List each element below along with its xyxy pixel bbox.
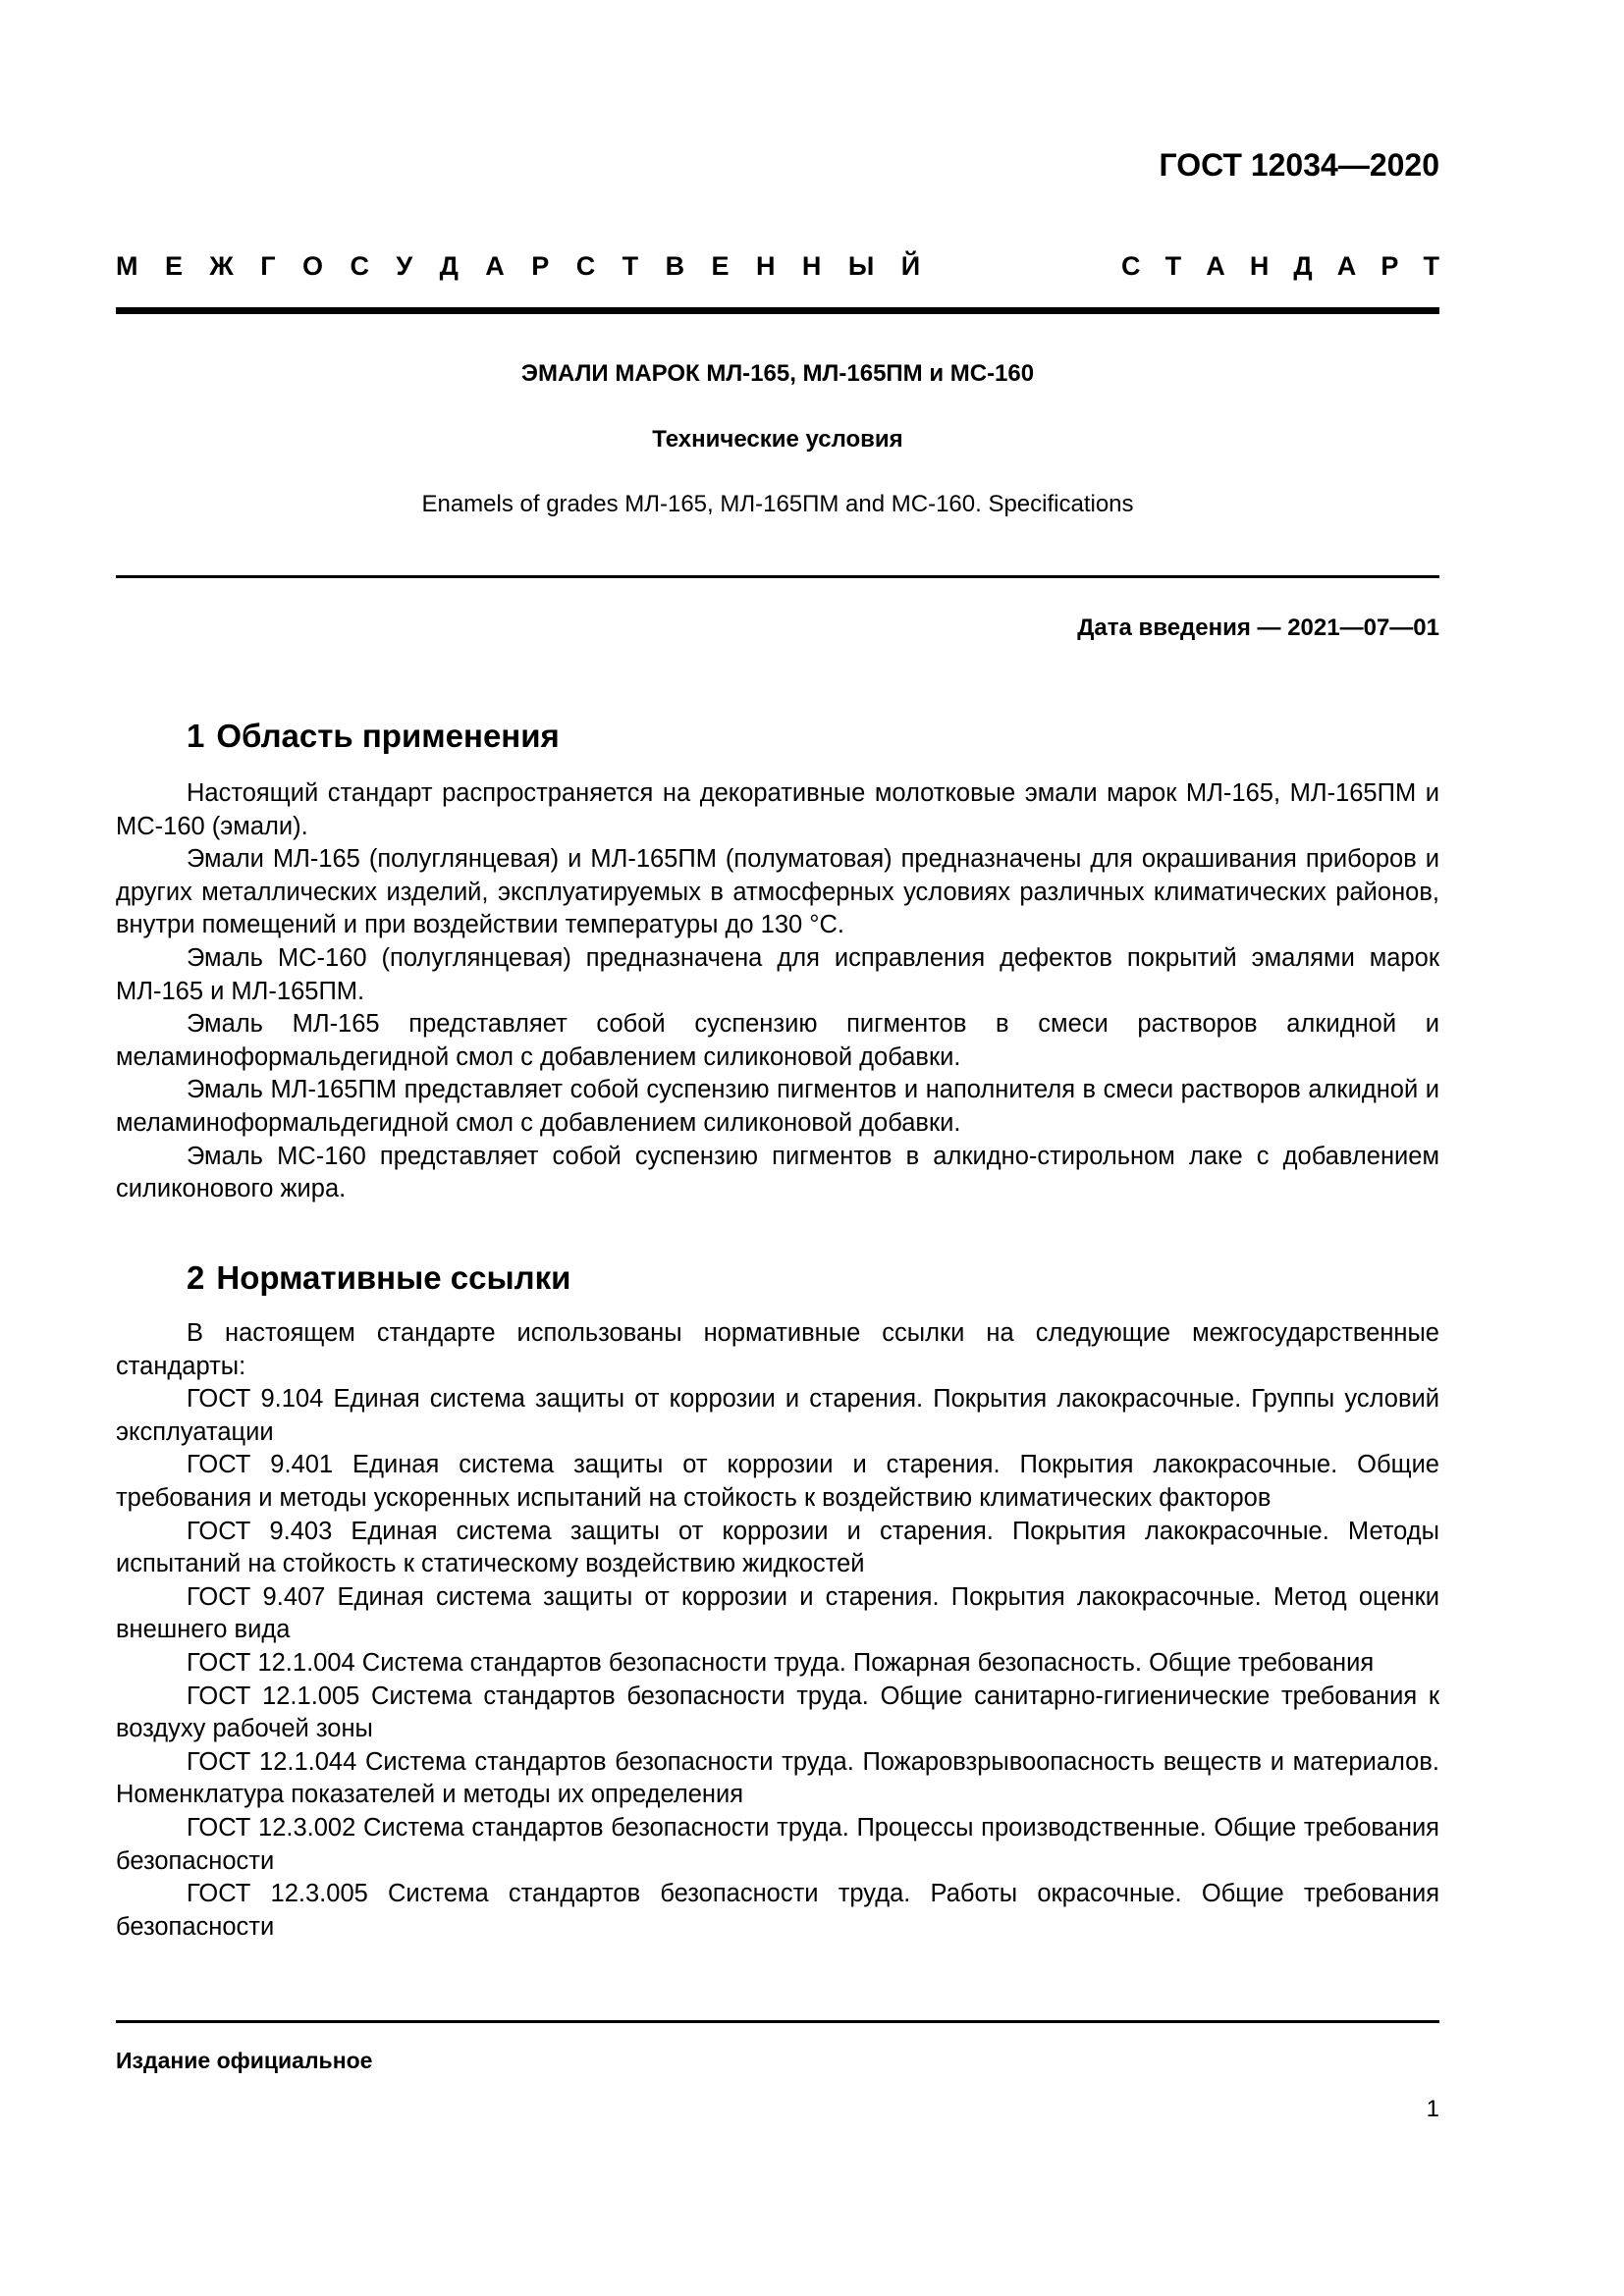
banner-letter: С bbox=[350, 251, 369, 281]
banner-letter: Н bbox=[755, 251, 776, 281]
banner-letter: Н bbox=[1249, 251, 1270, 281]
paragraph: В настоящем стандарте использованы нормативные ссылки на следующие межгосударственные стандарты: bbox=[116, 1319, 1439, 1380]
section-number: 2 bbox=[187, 1259, 205, 1296]
reference-item: ГОСТ 12.1.044 Система стандартов безопасности труда. Пожаровзрывоопасность веществ и материалов. Номенклатура показателей и методы их определения bbox=[116, 1747, 1439, 1809]
banner-word-standard bbox=[1121, 248, 1439, 284]
banner-letter: Р bbox=[1380, 251, 1399, 281]
banner-word-interstate bbox=[116, 248, 920, 284]
page-number: 1 bbox=[1426, 2096, 1439, 2122]
document-title-english: Enamels of grades МЛ-165, МЛ-165ПМ and МС-160. Specifications bbox=[421, 491, 1134, 517]
reference-item: ГОСТ 9.104 Единая система защиты от коррозии и старения. Покрытия лакокрасочные. Группы условий эксплуатации bbox=[116, 1385, 1439, 1446]
banner-letter: Г bbox=[260, 251, 276, 281]
banner-letter: Й bbox=[900, 251, 921, 281]
paragraph: Эмаль МС-160 (полуглянцевая) предназначена для исправления дефектов покрытий эмалями марок МЛ-165 и МЛ-165ПМ. bbox=[116, 943, 1439, 1005]
reference-item: ГОСТ 12.3.002 Система стандартов безопасности труда. Процессы производственные. Общие требования безопасности bbox=[116, 1813, 1439, 1875]
reference-item: ГОСТ 12.3.005 Система стандартов безопасности труда. Работы окрасочные. Общие требования безопасности bbox=[116, 1880, 1439, 1941]
banner-letter: Н bbox=[801, 251, 822, 281]
title-rule bbox=[116, 575, 1439, 578]
banner-letter: Р bbox=[531, 251, 550, 281]
banner-letter: Т bbox=[622, 251, 639, 281]
reference-item: ГОСТ 9.401 Единая система защиты от коррозии и старения. Покрытия лакокрасочные. Общие требования и методы ускоренных испытаний на стойкость к воздействию климатических факторов bbox=[116, 1451, 1439, 1512]
introduction-date: Дата введения — 2021—07—01 bbox=[1077, 614, 1439, 641]
reference-item: ГОСТ 12.1.004 Система стандартов безопасности труда. Пожарная безопасность. Общие требования bbox=[187, 1648, 1375, 1677]
section-body-scope bbox=[116, 777, 1439, 1206]
banner-letter: Е bbox=[164, 251, 183, 281]
banner-letter: С bbox=[575, 251, 596, 281]
standard-number: ГОСТ 12034—2020 bbox=[1159, 147, 1439, 183]
section-heading-scope bbox=[187, 716, 560, 757]
banner-letter: А bbox=[1206, 251, 1225, 281]
banner-letter: С bbox=[1121, 251, 1141, 281]
banner-letter: А bbox=[1336, 251, 1357, 281]
section-heading-normative-references bbox=[187, 1257, 570, 1299]
standard-banner bbox=[116, 248, 1439, 284]
banner-letter: А bbox=[485, 251, 505, 281]
banner-letter: В bbox=[665, 251, 685, 281]
paragraph: Эмаль МЛ-165ПМ представляет собой суспензию пигментов и наполнителя в смеси растворов алкидной и меламиноформальдегидной смол с добавлением силиконовой добавки. bbox=[116, 1076, 1439, 1137]
banner-letter: Ж bbox=[209, 251, 234, 281]
section-body-normative-references bbox=[116, 1317, 1439, 1944]
paragraph: Эмали МЛ-165 (полуглянцевая) и МЛ-165ПМ (полуматовая) предназначены для окрашивания приборов и других металлических изделий, эксплуатируемых в атмосферных условиях различных климатических районов, внутри помещений и при воздействии температуры до 130 °C. bbox=[116, 845, 1439, 939]
section-title: Нормативные ссылки bbox=[216, 1259, 571, 1296]
footer-rule bbox=[116, 2020, 1439, 2023]
banner-letter: О bbox=[301, 251, 323, 281]
paragraph: Эмаль МЛ-165 представляет собой суспензию пигментов в смеси растворов алкидной и меламиноформальдегидной смол с добавлением силиконовой добавки. bbox=[116, 1010, 1439, 1071]
reference-item: ГОСТ 12.1.005 Система стандартов безопасности труда. Общие санитарно-гигиенические требования к воздуху рабочей зоны bbox=[116, 1682, 1439, 1743]
reference-item: ГОСТ 9.403 Единая система защиты от коррозии и старения. Покрытия лакокрасочные. Методы испытаний на стойкость к статическому воздействию жидкостей bbox=[116, 1517, 1439, 1578]
section-title: Область применения bbox=[216, 718, 560, 754]
section-number: 1 bbox=[187, 718, 205, 754]
banner-letter: М bbox=[116, 251, 138, 281]
header-rule-thick bbox=[116, 307, 1439, 314]
banner-letter: Ы bbox=[847, 251, 875, 281]
banner-letter: Т bbox=[1164, 251, 1182, 281]
document-title: ЭМАЛИ МАРОК МЛ-165, МЛ-165ПМ и МС-160 bbox=[520, 360, 1035, 387]
banner-letter: Д bbox=[1293, 251, 1313, 281]
banner-letter: Д bbox=[439, 251, 459, 281]
paragraph: Настоящий стандарт распространяется на декоративные молотковые эмали марок МЛ-165, МЛ-165ПМ и МС-160 (эмали). bbox=[116, 779, 1439, 840]
banner-letter: У bbox=[396, 251, 413, 281]
reference-item: ГОСТ 9.407 Единая система защиты от коррозии и старения. Покрытия лакокрасочные. Метод оценки внешнего вида bbox=[116, 1582, 1439, 1644]
banner-letter: Е bbox=[711, 251, 730, 281]
official-edition-label: Издание официальное bbox=[116, 2048, 373, 2073]
paragraph: Эмаль МС-160 представляет собой суспензию пигментов в алкидно-стирольном лаке с добавлением силиконового жира. bbox=[116, 1142, 1439, 1203]
document-subtitle: Технические условия bbox=[652, 426, 903, 453]
banner-letter: Т bbox=[1423, 251, 1439, 281]
